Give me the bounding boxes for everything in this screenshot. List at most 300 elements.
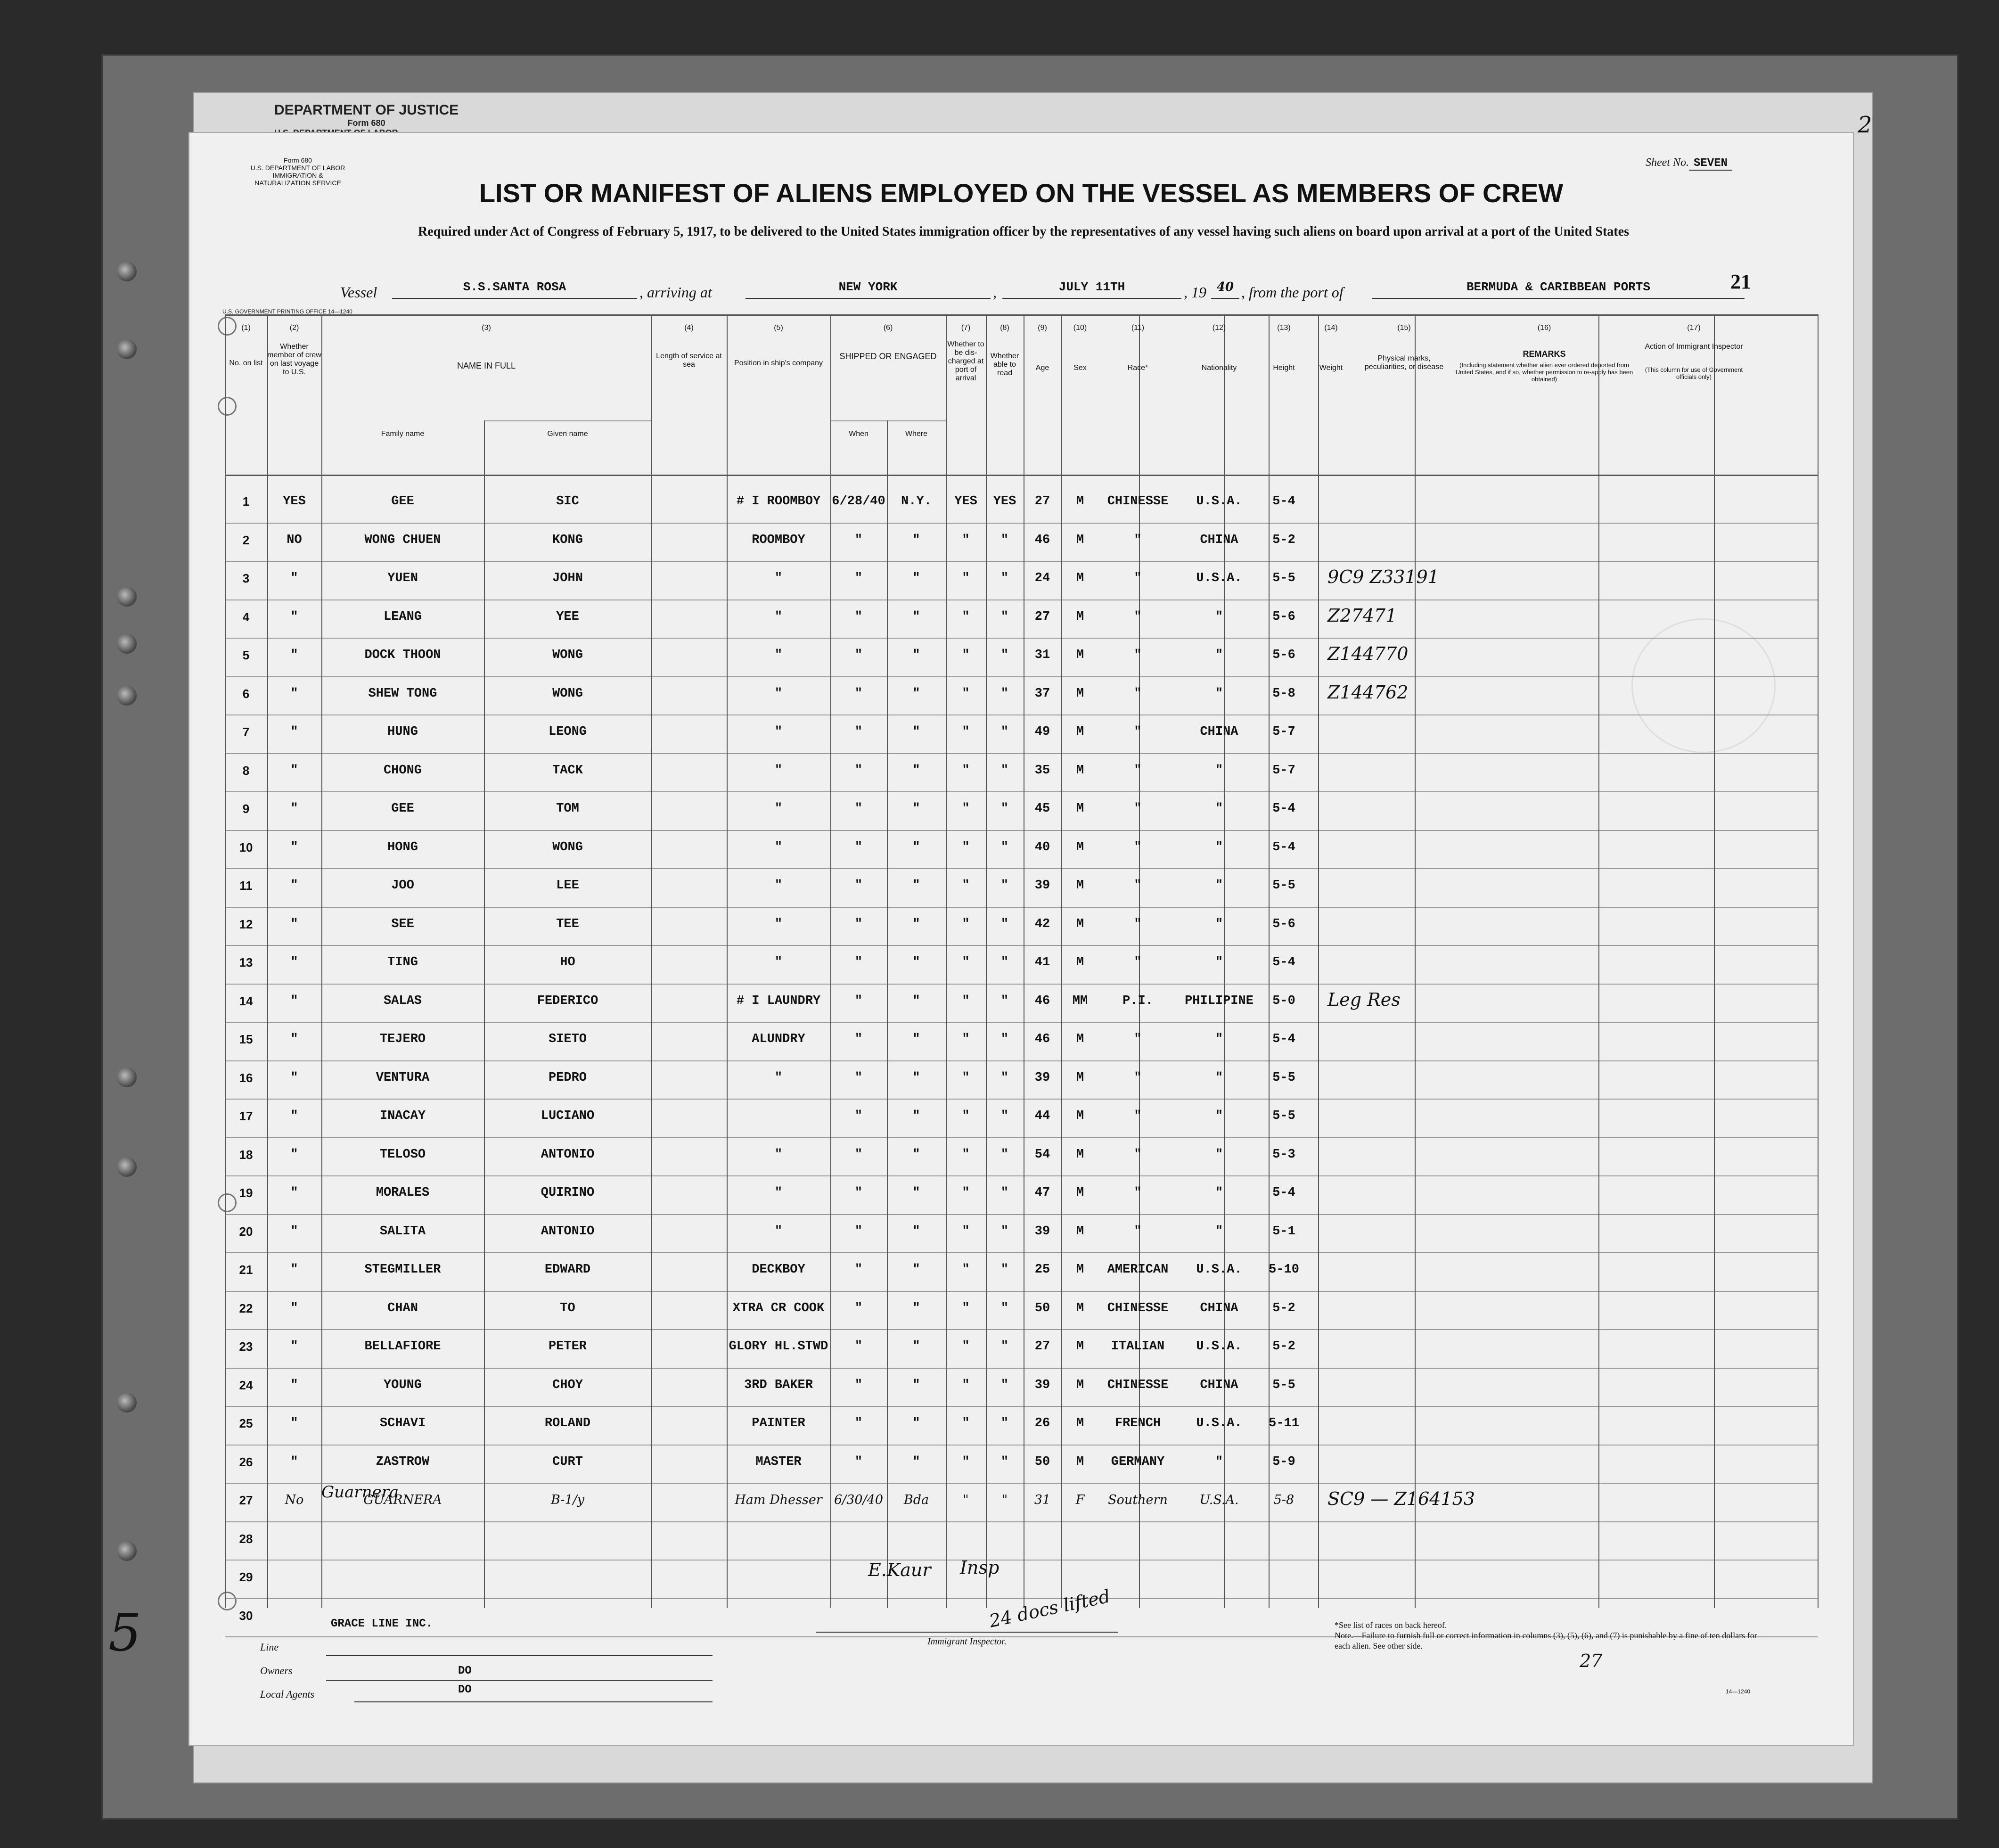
shipped-where: "	[912, 802, 920, 816]
agents-rule	[354, 1701, 713, 1702]
binder-hole	[117, 634, 137, 654]
previous-voyage: "	[290, 648, 298, 662]
row-number: 28	[239, 1531, 253, 1546]
inspector-rule	[816, 1632, 1118, 1633]
age: 27	[1034, 1339, 1050, 1354]
family-name: SEE	[391, 917, 414, 931]
nationality: PHILIPINE	[1185, 994, 1253, 1008]
row-number: 9	[242, 802, 250, 816]
year-prefix: , 19	[1184, 284, 1206, 301]
row-rule	[225, 1598, 1818, 1599]
given-name: TO	[560, 1301, 575, 1315]
nationality: CHINA	[1200, 725, 1238, 739]
shipped-where: "	[912, 917, 920, 931]
nationality: "	[1215, 648, 1223, 662]
height: 5-2	[1272, 533, 1295, 547]
inspector-label: Immigrant Inspector.	[927, 1636, 1007, 1647]
age: 45	[1034, 802, 1050, 816]
given-name: LEE	[556, 879, 579, 893]
height: 5-11	[1269, 1416, 1299, 1430]
given-name: EDWARD	[544, 1263, 591, 1277]
family-name: SCHAVI	[379, 1416, 426, 1430]
column-number-11: (11)	[1131, 324, 1145, 332]
handwritten-remark: Leg Res	[1327, 989, 1401, 1010]
column-header-11: Race*	[1127, 364, 1148, 372]
race: "	[1134, 609, 1142, 624]
shipped-when: "	[854, 879, 863, 893]
sex: MM	[1072, 994, 1088, 1008]
binder-hole	[117, 1393, 137, 1413]
shipped-when: "	[854, 1378, 863, 1392]
sex: M	[1076, 1224, 1084, 1239]
sex: M	[1076, 802, 1084, 816]
row-number: 2	[242, 533, 250, 547]
family-name: LEANG	[383, 609, 422, 624]
column-number-15: (15)	[1397, 324, 1411, 332]
age: 46	[1034, 1032, 1050, 1046]
previous-voyage: "	[290, 686, 298, 701]
sheet-number-value: SEVEN	[1689, 157, 1732, 171]
row-rule	[225, 1445, 1818, 1446]
row-rule	[225, 907, 1818, 908]
column-number-14: (14)	[1324, 324, 1338, 332]
family-name: BELLAFIORE	[364, 1339, 441, 1354]
column-number-16: (16)	[1537, 324, 1551, 332]
height: 5-5	[1272, 879, 1295, 893]
race: "	[1134, 802, 1142, 816]
row-rule	[225, 1560, 1818, 1561]
row-rule	[225, 1060, 1818, 1061]
nationality: CHINA	[1200, 1378, 1238, 1392]
nationality: "	[1215, 802, 1223, 816]
given-name: QUIRINO	[541, 1186, 595, 1200]
height: 5-3	[1272, 1147, 1295, 1162]
row-rule	[225, 1175, 1818, 1176]
row-number: 27	[239, 1493, 253, 1507]
column-header-where: Where	[905, 430, 928, 438]
position: "	[774, 1224, 783, 1239]
discharged: "	[962, 1339, 970, 1354]
race: CHINESSE	[1107, 1301, 1169, 1315]
given-name: TEE	[556, 917, 579, 931]
able-to-read: "	[1000, 1224, 1009, 1239]
row-number: 11	[239, 879, 253, 893]
able-to-read: "	[1001, 1493, 1008, 1507]
footer-note-penalty: Note.—Failure to furnish full or correct information in columns (3), (5), (6), and (7) is punishable by a fine of ten dollars for each alien. See other side.	[1335, 1631, 1757, 1651]
given-name: WONG	[552, 840, 583, 854]
shipped-where: "	[912, 1339, 920, 1354]
able-to-read: "	[1000, 1454, 1009, 1469]
position: "	[774, 648, 783, 662]
column-header-8: Whether able to read	[990, 352, 1019, 377]
given-name: LEONG	[548, 725, 587, 739]
age: 49	[1034, 725, 1050, 739]
position: "	[774, 955, 783, 969]
nationality: U.S.A.	[1199, 1493, 1239, 1507]
position: "	[774, 571, 783, 585]
family-name: STEGMILLER	[364, 1263, 441, 1277]
previous-voyage: "	[290, 1301, 298, 1315]
shipped-where: "	[912, 533, 920, 547]
name-subhead-rule	[484, 420, 651, 421]
given-name: ANTONIO	[541, 1147, 595, 1162]
discharged: "	[962, 686, 970, 701]
shipped-where: "	[912, 686, 920, 701]
row-rule	[225, 791, 1818, 792]
sex: M	[1076, 955, 1084, 969]
height: 5-4	[1272, 1186, 1295, 1200]
previous-voyage: "	[290, 1416, 298, 1430]
handwritten-signature: E.Kaur	[868, 1560, 931, 1580]
column-rule	[1415, 314, 1416, 1608]
discharged: "	[962, 879, 970, 893]
discharged: "	[962, 955, 970, 969]
binder-hole	[117, 587, 137, 607]
race: "	[1134, 533, 1142, 547]
given-name: CURT	[552, 1454, 583, 1469]
age: 35	[1034, 763, 1050, 778]
nationality: "	[1215, 879, 1223, 893]
column-header-family-name: Family name	[381, 430, 425, 438]
company-name: GRACE LINE INC.	[331, 1618, 433, 1630]
column-rule	[1818, 314, 1819, 1608]
discharged: "	[962, 571, 970, 585]
discharged: "	[962, 994, 970, 1008]
previous-voyage: NO	[287, 533, 302, 547]
footer-notes	[1335, 1620, 1759, 1651]
handwritten-remark: Z27471	[1327, 605, 1397, 626]
race: "	[1134, 879, 1142, 893]
sheet-number	[1646, 156, 1732, 170]
shipped-where: N.Y.	[901, 494, 932, 509]
position: "	[774, 609, 783, 624]
race: CHINESSE	[1107, 494, 1169, 509]
position: ROOMBOY	[752, 533, 805, 547]
family-name: YOUNG	[383, 1378, 422, 1392]
able-to-read: "	[1000, 1109, 1009, 1123]
from-port-label: , from the port of	[1241, 284, 1344, 301]
race: P.I.	[1122, 994, 1153, 1008]
side-handwritten-mark: 5	[108, 1602, 141, 1663]
nationality: CHINA	[1200, 533, 1238, 547]
previous-voyage: "	[290, 1032, 298, 1046]
age: 31	[1034, 1493, 1051, 1507]
discharged: "	[963, 1493, 969, 1507]
column-header-10: Sex	[1073, 364, 1087, 372]
height: 5-6	[1272, 648, 1295, 662]
shipped-when: "	[854, 994, 863, 1008]
able-to-read: "	[1000, 955, 1009, 969]
position: "	[774, 763, 783, 778]
binder-hole	[117, 1541, 137, 1561]
shipped-where: "	[912, 571, 920, 585]
nationality: "	[1215, 1147, 1223, 1162]
height: 5-2	[1272, 1339, 1295, 1354]
previous-voyage: "	[290, 1147, 298, 1162]
given-name: WONG	[552, 686, 583, 701]
row-number: 20	[239, 1224, 253, 1239]
position: XTRA CR COOK	[732, 1301, 825, 1315]
shipped-where: "	[912, 1454, 920, 1469]
arriving-label: , arriving at	[639, 284, 712, 301]
able-to-read: "	[1000, 994, 1009, 1008]
nationality: "	[1215, 1186, 1223, 1200]
height: 5-9	[1272, 1454, 1295, 1469]
previous-voyage: "	[290, 879, 298, 893]
sex: M	[1076, 686, 1084, 701]
row-number: 10	[239, 840, 253, 854]
family-name: ZASTROW	[376, 1454, 430, 1469]
race: "	[1134, 1032, 1142, 1046]
column-header-1: No. on list	[229, 359, 263, 367]
height: 5-7	[1272, 763, 1295, 778]
previous-voyage: "	[290, 1186, 298, 1200]
previous-voyage: "	[290, 840, 298, 854]
race: "	[1134, 686, 1142, 701]
sex: M	[1076, 1032, 1084, 1046]
row-rule	[225, 1252, 1818, 1253]
age: 37	[1034, 686, 1050, 701]
previous-voyage: "	[290, 1070, 298, 1085]
discharged: "	[962, 1454, 970, 1469]
position: # I LAUNDRY	[736, 994, 821, 1008]
row-rule	[225, 676, 1818, 677]
able-to-read: "	[1000, 802, 1009, 816]
race: CHINESSE	[1107, 1378, 1169, 1392]
row-rule	[225, 830, 1818, 831]
nationality: "	[1215, 609, 1223, 624]
family-name: JOO	[391, 879, 414, 893]
shipped-where: "	[912, 648, 920, 662]
column-number-5: (5)	[774, 324, 783, 332]
manifest-sheet	[188, 112, 1872, 1746]
position: "	[774, 840, 783, 854]
row-number: 13	[239, 955, 253, 969]
departure-port: BERMUDA & CARIBBEAN PORTS	[1372, 280, 1745, 299]
race: "	[1134, 955, 1142, 969]
able-to-read: "	[1000, 1070, 1009, 1085]
able-to-read: "	[1000, 1339, 1009, 1354]
previous-voyage: "	[290, 1109, 298, 1123]
shipped-where: "	[912, 1263, 920, 1277]
height: 5-8	[1273, 1493, 1294, 1507]
shipped-when: "	[854, 1070, 863, 1085]
position: "	[774, 917, 783, 931]
nationality: "	[1215, 917, 1223, 931]
discharged: "	[962, 1109, 970, 1123]
row-number: 19	[239, 1186, 253, 1200]
row-rule	[225, 1329, 1818, 1330]
vessel-name: S.S.SANTA ROSA	[392, 280, 637, 299]
given-name: TOM	[556, 802, 579, 816]
row-number: 3	[242, 571, 250, 585]
arrival-port: NEW YORK	[746, 280, 991, 299]
age: 40	[1034, 840, 1050, 854]
previous-voyage: "	[290, 1378, 298, 1392]
sex: M	[1076, 1109, 1084, 1123]
column-number-8: (8)	[1000, 324, 1009, 332]
shipped-where: "	[912, 609, 920, 624]
discharged: "	[962, 648, 970, 662]
nationality: U.S.A.	[1196, 1339, 1242, 1354]
family-name: SALAS	[383, 994, 422, 1008]
discharged: "	[962, 1224, 970, 1239]
column-header-inspector-note: (This column for use of Government officials only)	[1645, 366, 1743, 380]
family-name: TEJERO	[379, 1032, 426, 1046]
given-name: SIC	[556, 494, 579, 509]
column-header-when: When	[849, 430, 868, 438]
given-name: LUCIANO	[541, 1109, 595, 1123]
given-name: PETER	[548, 1339, 587, 1354]
row-rule	[225, 638, 1818, 639]
column-rule	[1714, 314, 1715, 1608]
vessel-info-line: Vessel S.S.SANTA ROSA , arriving at NEW YORK , JULY 11TH , 19 40 , from the port of BERMUDA & CARIBBEAN PORTS	[340, 284, 1754, 304]
able-to-read: "	[1000, 571, 1009, 585]
agents-label: Local Agents	[260, 1688, 315, 1700]
row-number: 15	[239, 1032, 253, 1046]
family-name: DOCK THOON	[364, 648, 441, 662]
sex: M	[1076, 840, 1084, 854]
given-name: CHOY	[552, 1378, 583, 1392]
race: Southern	[1108, 1493, 1168, 1507]
able-to-read: "	[1000, 1416, 1009, 1430]
column-number-4: (4)	[684, 324, 694, 332]
sex: M	[1076, 494, 1084, 509]
discharged: "	[962, 1416, 970, 1430]
nationality: "	[1215, 763, 1223, 778]
able-to-read: "	[1000, 917, 1009, 931]
column-header-2: Whether member of crew on last voyage to U.S.	[267, 343, 321, 376]
age: 46	[1034, 533, 1050, 547]
discharged: "	[962, 917, 970, 931]
sex: M	[1076, 1301, 1084, 1315]
shipped-when: "	[854, 1263, 863, 1277]
race: "	[1134, 1147, 1142, 1162]
height: 5-7	[1272, 725, 1295, 739]
shipped-where: "	[912, 1070, 920, 1085]
row-rule	[225, 1137, 1818, 1138]
height: 5-4	[1272, 802, 1295, 816]
column-header-13: Height	[1273, 364, 1295, 372]
shipped-when: "	[854, 533, 863, 547]
age: 39	[1034, 1378, 1050, 1392]
column-number-13: (13)	[1277, 324, 1291, 332]
able-to-read: "	[1000, 609, 1009, 624]
discharged: YES	[954, 494, 977, 509]
shipped-when: 6/28/40	[832, 494, 885, 509]
sex: M	[1076, 917, 1084, 931]
nationality: U.S.A.	[1196, 494, 1242, 509]
sex: M	[1076, 571, 1084, 585]
row-number: 29	[239, 1570, 253, 1584]
family-name: INACAY	[379, 1109, 426, 1123]
row-number: 26	[239, 1454, 253, 1469]
row-rule	[225, 1099, 1818, 1100]
age: 41	[1034, 955, 1050, 969]
shipped-where: "	[912, 1416, 920, 1430]
row-number: 12	[239, 917, 253, 931]
row-rule	[225, 1483, 1818, 1484]
sex: M	[1076, 1263, 1084, 1277]
row-rule	[225, 1022, 1818, 1023]
discharged: "	[962, 609, 970, 624]
row-rule	[225, 1291, 1818, 1292]
family-name: WONG CHUEN	[364, 533, 441, 547]
height: 5-5	[1272, 1378, 1295, 1392]
family-name: TING	[387, 955, 418, 969]
age: 50	[1034, 1454, 1050, 1469]
row-number: 1	[242, 494, 250, 509]
nationality: U.S.A.	[1196, 1263, 1242, 1277]
row-rule	[225, 868, 1818, 869]
age: 39	[1034, 879, 1050, 893]
race: "	[1134, 1186, 1142, 1200]
owners-rule	[326, 1680, 713, 1681]
row-number: 18	[239, 1147, 253, 1162]
race: "	[1134, 1070, 1142, 1085]
family-name: VENTURA	[376, 1070, 430, 1085]
handwritten-remark: 9C9 Z33191	[1327, 567, 1439, 587]
sex: M	[1076, 533, 1084, 547]
arrival-year: 40	[1211, 280, 1239, 299]
nationality: CHINA	[1200, 1301, 1238, 1315]
previous-voyage: "	[290, 1339, 298, 1354]
family-name: CHONG	[383, 763, 422, 778]
table-top-rule	[225, 314, 1818, 316]
discharged: "	[962, 840, 970, 854]
nationality: "	[1215, 686, 1223, 701]
shipped-where: "	[912, 763, 920, 778]
row-number: 25	[239, 1416, 253, 1430]
given-name: TACK	[552, 763, 583, 778]
column-number-9: (9)	[1038, 324, 1047, 332]
given-name: ROLAND	[544, 1416, 591, 1430]
row-rule	[225, 753, 1818, 754]
age: 42	[1034, 917, 1050, 931]
nationality: "	[1215, 1454, 1223, 1469]
position: "	[774, 1186, 783, 1200]
given-name: WONG	[552, 648, 583, 662]
able-to-read: "	[1000, 686, 1009, 701]
shipped-when: "	[854, 1224, 863, 1239]
sex: M	[1076, 763, 1084, 778]
row-number: 22	[239, 1301, 253, 1315]
column-rule	[1318, 314, 1319, 1608]
form-service: IMMIGRATION & NATURALIZATION SERVICE	[254, 172, 341, 187]
shipped-when: "	[854, 802, 863, 816]
sheet-number-label: Sheet No.	[1646, 156, 1689, 169]
shipped-when: "	[854, 763, 863, 778]
given-name: PEDRO	[548, 1070, 587, 1085]
nationality: "	[1215, 1070, 1223, 1085]
position: PAINTER	[752, 1416, 805, 1430]
row-number: 4	[242, 609, 250, 624]
shipped-when: "	[854, 648, 863, 662]
discharged: "	[962, 1032, 970, 1046]
row-rule	[225, 984, 1818, 985]
race: "	[1134, 840, 1142, 854]
previous-voyage: "	[290, 1224, 298, 1239]
height: 5-5	[1272, 1070, 1295, 1085]
row-rule	[225, 1214, 1818, 1215]
age: 27	[1034, 609, 1050, 624]
shipped-where: "	[912, 955, 920, 969]
race: GERMANY	[1111, 1454, 1165, 1469]
position: "	[774, 802, 783, 816]
given-name: FEDERICO	[537, 994, 598, 1008]
height: 5-0	[1272, 994, 1295, 1008]
column-header-remarks-note: (Including statement whether alien ever ordered deported from United States, and if so, whether permission to re-apply has been obtained)	[1455, 361, 1633, 383]
